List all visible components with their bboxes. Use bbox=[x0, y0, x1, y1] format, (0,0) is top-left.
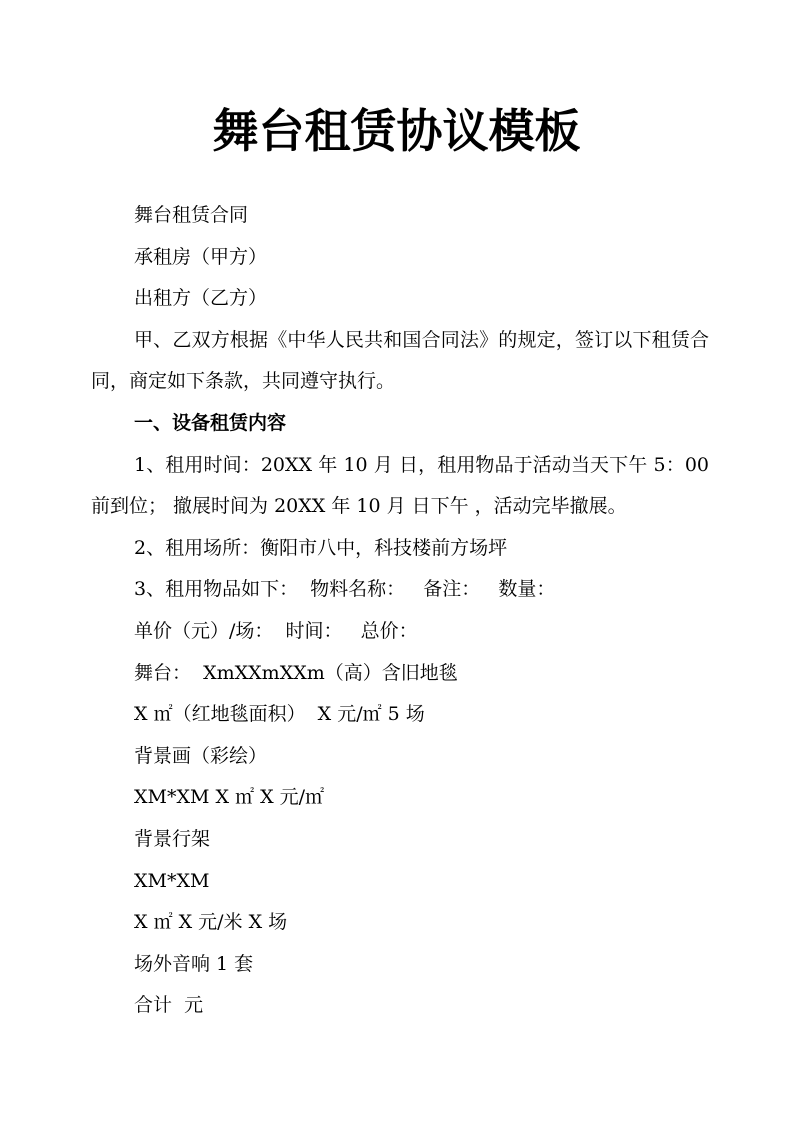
paragraph-party-b: 出租方（乙方） bbox=[134, 287, 268, 310]
item-truss-size: XM*XM bbox=[134, 869, 210, 892]
document-title: 舞台租赁协议模板 bbox=[212, 104, 581, 158]
item-truss: 背景行架 bbox=[134, 827, 211, 850]
paragraph-rental-time: 1、租用时间：20XX 年 10 月 日，租用物品于活动当天下午 5：00 前到位； 撤展时间为 20XX 年 10 月 日下午 ，活动完毕撤展。 bbox=[91, 453, 709, 518]
paragraph-items-header: 3、租用物品如下： 物料名称： 备注： 数量： bbox=[134, 578, 556, 601]
paragraph-contract-name: 舞台租赁合同 bbox=[134, 204, 249, 226]
item-truss-detail: X ㎡ X 元/米 X 场 bbox=[134, 911, 288, 934]
document-body bbox=[91, 195, 709, 1027]
item-audio: 场外音响 1 套 bbox=[134, 952, 254, 975]
section-heading: 一、设备租赁内容 bbox=[134, 411, 287, 434]
item-stage: 舞台： XmXXmXXm（高）含旧地毯 bbox=[134, 661, 458, 684]
total-line: 合计 元 bbox=[134, 994, 204, 1017]
paragraph-preamble: 甲、乙双方根据《中华人民共和国合同法》的规定，签订以下租赁合同，商定如下条款，共同遵守执行。 bbox=[91, 328, 709, 393]
paragraph-price-header: 单价（元）/场： 时间： 总价： bbox=[134, 619, 418, 642]
paragraph-party-a: 承租房（甲方） bbox=[134, 245, 268, 268]
item-stage-detail: X ㎡（红地毯面积） X 元/㎡ 5 场 bbox=[134, 703, 425, 726]
item-backdrop-detail: XM*XM X ㎡ X 元/㎡ bbox=[134, 786, 325, 809]
item-backdrop: 背景画（彩绘） bbox=[134, 744, 268, 767]
paragraph-rental-venue: 2、租用场所：衡阳市八中，科技楼前方场坪 bbox=[134, 536, 508, 559]
